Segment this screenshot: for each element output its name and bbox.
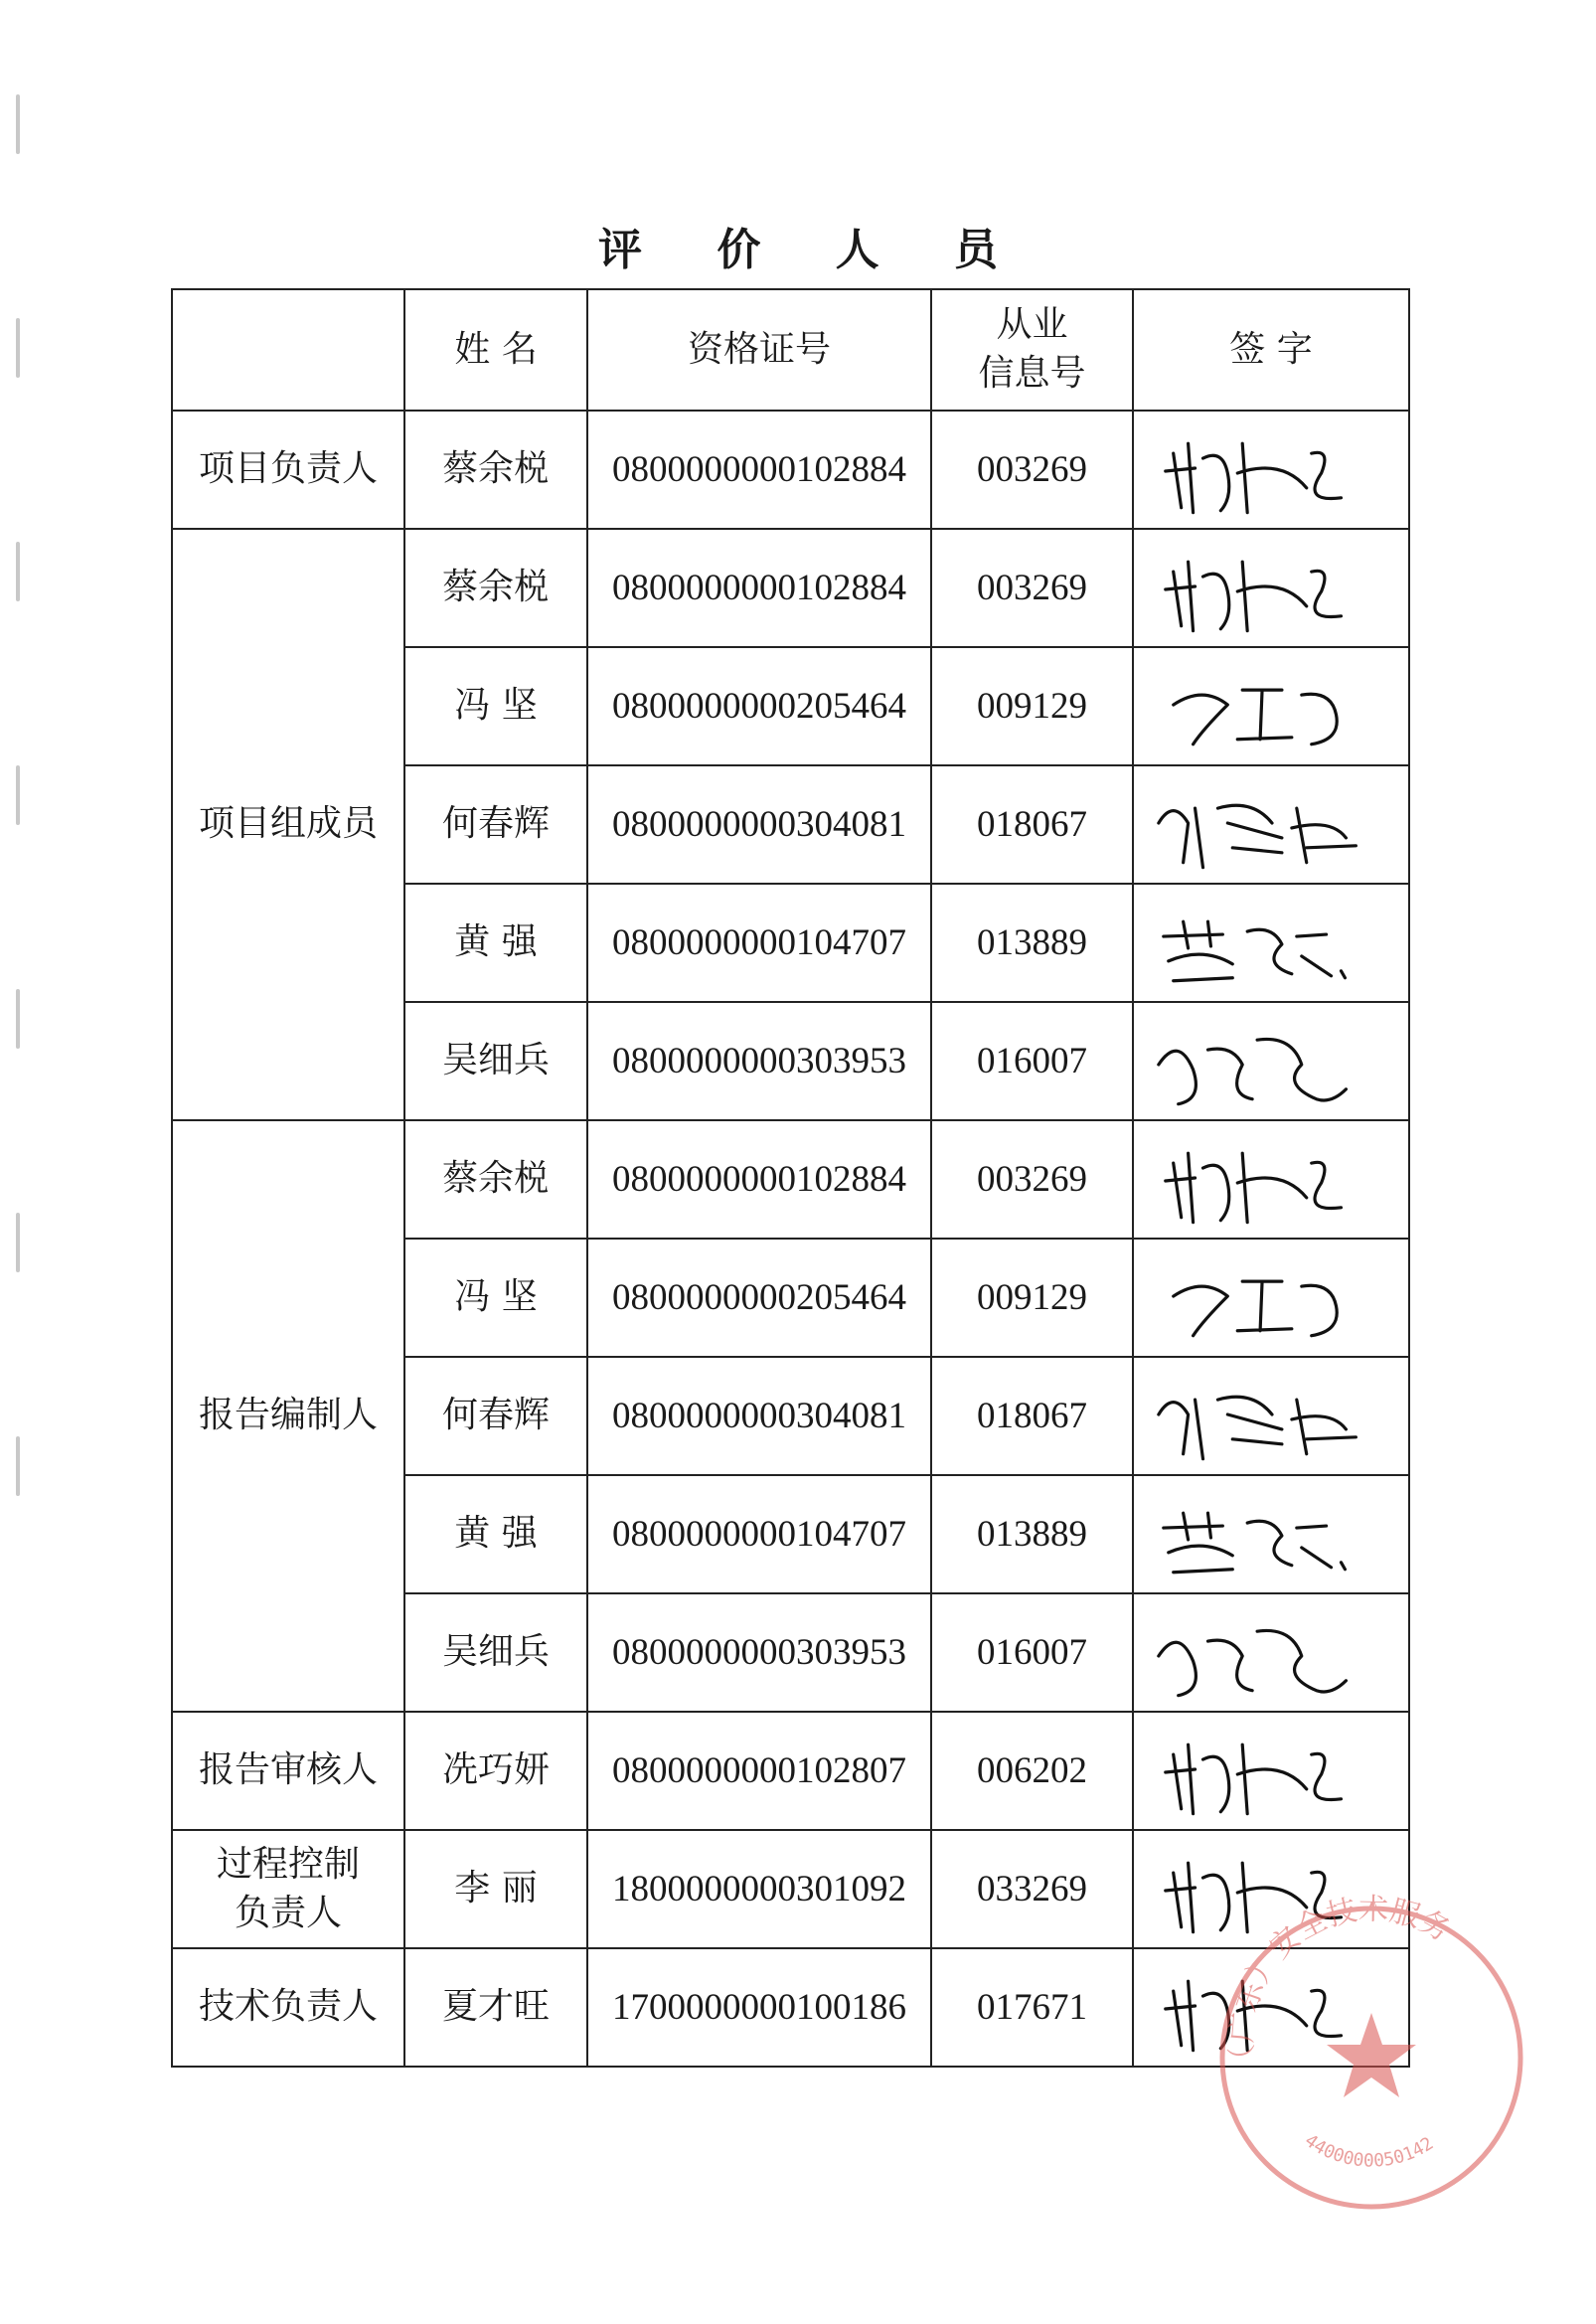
signature-stroke: [1166, 443, 1342, 512]
header-info: [931, 289, 1133, 411]
signature-cell: [1133, 1357, 1409, 1475]
signature-stroke: [1166, 1153, 1342, 1222]
signature-cell: [1133, 1712, 1409, 1830]
signature-stroke: [1174, 690, 1338, 745]
name-cell: 何春辉: [404, 765, 587, 884]
name-cell: 吴细兵: [404, 1593, 587, 1712]
handwritten-signature: [1134, 650, 1408, 763]
cert-cell: 0800000000205464: [587, 647, 931, 765]
signature-stroke: [1159, 1039, 1347, 1103]
cert-cell: 0800000000304081: [587, 765, 931, 884]
cert-cell: 0800000000205464: [587, 1239, 931, 1357]
role-label: 报告审核人: [198, 1749, 378, 1791]
stamp-serial: 4400000050142: [1300, 2129, 1438, 2172]
handwritten-signature: [1134, 532, 1408, 645]
cert-cell: 0800000000104707: [587, 1475, 931, 1593]
signature-cell: [1133, 1120, 1409, 1239]
cert-cell: 0800000000102884: [587, 411, 931, 529]
signature-cell: [1133, 1002, 1409, 1120]
table-row: [172, 411, 1409, 529]
signature-stroke: [1174, 1281, 1338, 1336]
role-label: 报告编制人: [198, 1395, 378, 1436]
signature-cell: [1133, 529, 1409, 647]
role-label: 负责人: [234, 1892, 342, 1933]
handwritten-signature: [1134, 768, 1408, 882]
header-info-line1: 从业: [996, 304, 1068, 346]
table-row: [172, 1712, 1409, 1830]
role-cell: [172, 1948, 404, 2067]
stamp-text: （广东）安全技术服务: [1224, 1894, 1457, 2077]
handwritten-signature: [1134, 1005, 1408, 1118]
name-cell: 黄 强: [404, 1475, 587, 1593]
name-cell: 冯 坚: [404, 647, 587, 765]
info-cell: 009129: [931, 647, 1133, 765]
signature-cell: [1133, 411, 1409, 529]
table-row: [172, 529, 1409, 647]
name-cell: 蔡余棁: [404, 1120, 587, 1239]
info-cell: 013889: [931, 1475, 1133, 1593]
info-cell: 018067: [931, 765, 1133, 884]
table-row: [172, 1120, 1409, 1239]
binding-mark: [16, 542, 20, 601]
page-title: 评 价 人 员: [598, 225, 1028, 275]
signature-stroke: [1166, 1744, 1342, 1813]
header-role: [172, 289, 404, 411]
handwritten-signature: [1134, 1715, 1408, 1828]
info-cell: 013889: [931, 884, 1133, 1002]
binding-mark: [16, 1213, 20, 1272]
signature-cell: [1133, 1593, 1409, 1712]
role-label: 项目组成员: [198, 803, 378, 845]
cert-cell: 1700000000100186: [587, 1948, 931, 2067]
signature-cell: [1133, 647, 1409, 765]
name-cell: 李 丽: [404, 1830, 587, 1948]
signature-stroke: [1159, 1630, 1347, 1695]
stamp-star: [1327, 2013, 1416, 2097]
info-cell: 016007: [931, 1593, 1133, 1712]
signature-stroke: [1166, 562, 1342, 630]
name-cell: 冯 坚: [404, 1239, 587, 1357]
cert-cell: 0800000000102807: [587, 1712, 931, 1830]
binding-mark: [16, 318, 20, 378]
role-label: 过程控制: [216, 1843, 360, 1885]
name-cell: 蔡余棁: [404, 411, 587, 529]
name-cell: 黄 强: [404, 884, 587, 1002]
name-cell: 夏才旺: [404, 1948, 587, 2067]
header-signature: 签 字: [1133, 289, 1409, 411]
info-cell: 006202: [931, 1712, 1133, 1830]
personnel-table: [171, 288, 1410, 2068]
signature-cell: [1133, 765, 1409, 884]
cert-cell: 0800000000104707: [587, 884, 931, 1002]
binding-mark: [16, 989, 20, 1049]
signature-stroke: [1159, 805, 1357, 867]
info-cell: 016007: [931, 1002, 1133, 1120]
signature-cell: [1133, 1475, 1409, 1593]
role-label: 技术负责人: [198, 1986, 378, 2028]
cert-cell: 0800000000102884: [587, 529, 931, 647]
cert-cell: 1800000000301092: [587, 1830, 931, 1948]
header-row: [172, 289, 1409, 411]
handwritten-signature: [1134, 1360, 1408, 1473]
handwritten-signature: [1134, 1478, 1408, 1591]
info-cell: 003269: [931, 411, 1133, 529]
official-stamp: [1207, 1894, 1535, 2222]
binding-mark: [16, 765, 20, 825]
signature-stroke: [1159, 1397, 1357, 1458]
handwritten-signature: [1134, 887, 1408, 1000]
info-cell: 017671: [931, 1948, 1133, 2067]
binding-mark: [16, 94, 20, 154]
cert-cell: 0800000000303953: [587, 1593, 931, 1712]
name-cell: 蔡余棁: [404, 529, 587, 647]
handwritten-signature: [1134, 1596, 1408, 1710]
info-cell: 018067: [931, 1357, 1133, 1475]
signature-stroke: [1164, 1513, 1346, 1573]
name-cell: 冼巧妍: [404, 1712, 587, 1830]
signature-cell: [1133, 1239, 1409, 1357]
handwritten-signature: [1134, 414, 1408, 527]
info-cell: 033269: [931, 1830, 1133, 1948]
role-cell: [172, 529, 404, 1120]
personnel-table-body: [172, 289, 1409, 2067]
signature-stroke: [1164, 921, 1346, 981]
name-cell: 何春辉: [404, 1357, 587, 1475]
role-cell: [172, 1712, 404, 1830]
cert-cell: 0800000000304081: [587, 1357, 931, 1475]
info-cell: 009129: [931, 1239, 1133, 1357]
role-cell: [172, 1830, 404, 1948]
cert-cell: 0800000000303953: [587, 1002, 931, 1120]
role-label: 项目负责人: [198, 448, 378, 490]
handwritten-signature: [1134, 1242, 1408, 1355]
binding-mark: [16, 1436, 20, 1496]
info-cell: 003269: [931, 529, 1133, 647]
name-cell: 吴细兵: [404, 1002, 587, 1120]
info-cell: 003269: [931, 1120, 1133, 1239]
role-cell: [172, 1120, 404, 1712]
role-cell: [172, 411, 404, 529]
header-cert: 资格证号: [587, 289, 931, 411]
header-name: 姓 名: [404, 289, 587, 411]
cert-cell: 0800000000102884: [587, 1120, 931, 1239]
handwritten-signature: [1134, 1123, 1408, 1237]
signature-cell: [1133, 884, 1409, 1002]
personnel-table-wrap: [171, 288, 1410, 2068]
header-info-line2: 信息号: [978, 353, 1086, 394]
